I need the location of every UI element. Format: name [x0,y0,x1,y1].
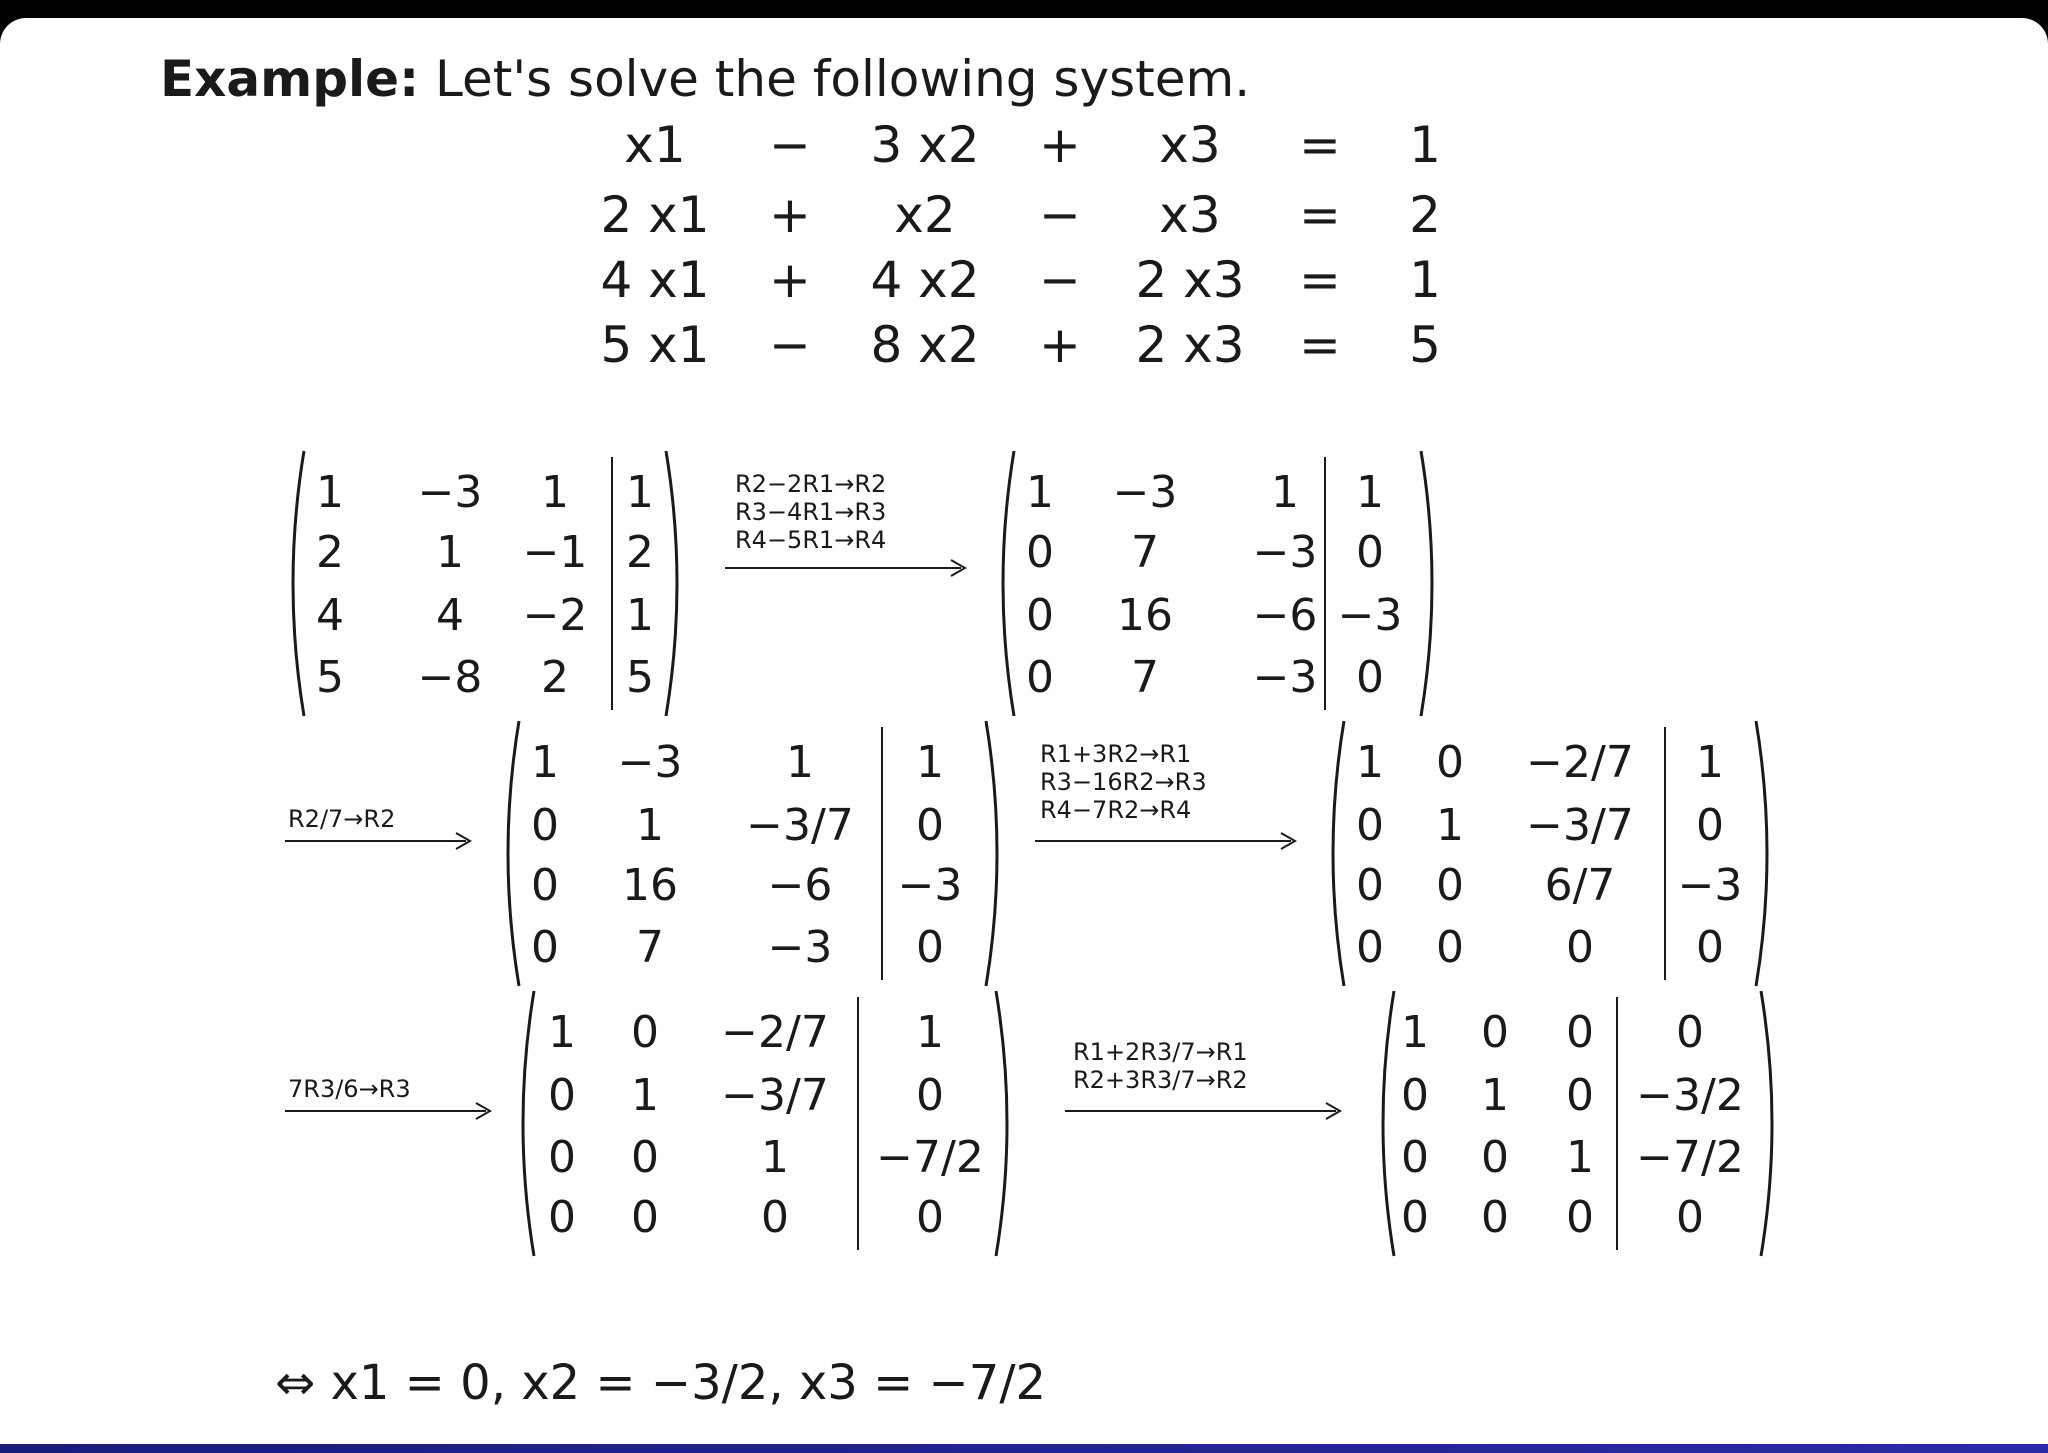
system-cell: = [1299,251,1341,309]
matrix-cell: 1 [761,1132,789,1183]
matrix-cell: 0 [1356,527,1384,578]
matrix-left-bracket [1383,991,1394,1256]
system-cell: 1 [1409,116,1441,174]
matrix-cell: −3 [897,860,963,911]
system-cell: 5 [1409,316,1441,374]
matrix-cell: 1 [1271,467,1299,518]
matrix-cell: 0 [1401,1132,1429,1183]
matrix-cell: 1 [1566,1132,1594,1183]
matrix-left-bracket [508,721,519,986]
matrix-cell: −2 [522,590,588,641]
matrix-cell: 0 [1481,1007,1509,1058]
matrix-cell: 5 [626,652,654,703]
system-cell: = [1299,186,1341,244]
system-cell: x2 [894,186,956,244]
matrix-cell: 0 [1566,1007,1594,1058]
matrix-cell: −2/7 [721,1007,829,1058]
matrix-cell: 0 [548,1192,576,1243]
matrix-cell: 0 [1356,800,1384,851]
matrix-cell: 0 [1401,1192,1429,1243]
matrix-cell: 1 [1356,467,1384,518]
matrix-cell: 0 [1481,1192,1509,1243]
matrix-cell: −3 [617,737,683,788]
matrix-cell: 4 [436,590,464,641]
row-op-label: R2/7→R2 [288,805,396,833]
heading-bold: Example: [160,50,420,108]
system-cell: 3 x2 [870,116,980,174]
matrix-cell: 1 [636,800,664,851]
system-cell: 2 x1 [600,186,710,244]
system-cell: x3 [1159,186,1221,244]
matrix-cell: 0 [1436,860,1464,911]
matrix-cell: 5 [316,652,344,703]
slide-bottom-bar [0,1444,2048,1453]
matrix-cell: 1 [631,1070,659,1121]
heading-text: Let's solve the following system. [435,50,1251,108]
matrix-cell: 0 [631,1192,659,1243]
matrix-cell: 0 [1436,922,1464,973]
matrix-cell: 1 [531,737,559,788]
matrix-cell: 0 [631,1132,659,1183]
matrix-cell: −3 [417,467,483,518]
system-cell: + [769,251,811,309]
matrix-cell: 0 [1356,860,1384,911]
matrix-cell: 16 [622,860,678,911]
matrix-cell: 1 [1481,1070,1509,1121]
matrix-cell: 0 [531,922,559,973]
matrix-brackets-layer [0,18,2048,1453]
matrix-cell: −3 [1252,652,1318,703]
matrix-cell: 0 [1566,1192,1594,1243]
matrix-cell: −3 [767,922,833,973]
matrix-cell: 0 [1696,800,1724,851]
matrix-cell: 2 [316,527,344,578]
system-cell: x3 [1159,116,1221,174]
matrix-right-bracket [666,451,677,716]
matrix-cell: 0 [916,800,944,851]
matrix-cell: 1 [786,737,814,788]
matrix-cell: 7 [1131,527,1159,578]
matrix-cell: 0 [631,1007,659,1058]
matrix-cell: 0 [1676,1192,1704,1243]
matrix-right-bracket [1421,451,1432,716]
system-cell: 1 [1409,251,1441,309]
matrix-cell: −7/2 [1636,1132,1744,1183]
row-op-label: R2+3R3/7→R2 [1073,1066,1248,1094]
matrix-cell: 0 [548,1132,576,1183]
matrix-cell: 1 [541,467,569,518]
system-cell: + [1039,316,1081,374]
row-op-label: 7R3/6→R3 [288,1075,411,1103]
row-op-label: R1+2R3/7→R1 [1073,1038,1248,1066]
system-cell: − [769,316,811,374]
matrix-cell: 0 [916,1070,944,1121]
matrix-cell: 0 [1566,1070,1594,1121]
matrix-cell: −3 [1252,527,1318,578]
matrix-right-bracket [986,721,997,986]
system-cell: − [769,116,811,174]
matrix-left-bracket [1333,721,1344,986]
system-cell: + [769,186,811,244]
matrix-cell: 4 [316,590,344,641]
system-cell: 2 x3 [1135,251,1245,309]
matrix-cell: 2 [541,652,569,703]
row-op-label: R4−5R1→R4 [735,526,887,554]
matrix-cell: 1 [316,467,344,518]
matrix-cell: −3 [1112,467,1178,518]
row-op-label: R2−2R1→R2 [735,470,887,498]
matrix-cell: 1 [916,1007,944,1058]
slide [0,18,2048,1453]
matrix-cell: 0 [1481,1132,1509,1183]
matrix-cell: 0 [1401,1070,1429,1121]
matrix-cell: 0 [1436,737,1464,788]
matrix-cell: 0 [531,800,559,851]
row-op-label: R1+3R2→R1 [1040,740,1192,768]
matrix-cell: 1 [626,467,654,518]
system-cell: x1 [624,116,686,174]
matrix-cell: −8 [417,652,483,703]
matrix-cell: 0 [1026,652,1054,703]
matrix-cell: −6 [767,860,833,911]
matrix-cell: −3/2 [1636,1070,1744,1121]
system-cell: 4 x1 [600,251,710,309]
matrix-cell: 0 [1026,527,1054,578]
system-cell: − [1039,251,1081,309]
matrix-cell: −3/7 [746,800,854,851]
row-op-label: R4−7R2→R4 [1040,796,1192,824]
matrix-cell: 0 [1026,590,1054,641]
matrix-cell: 2 [626,527,654,578]
matrix-cell: 16 [1117,590,1173,641]
matrix-cell: 0 [1566,922,1594,973]
matrix-cell: 1 [1436,800,1464,851]
system-cell: = [1299,116,1341,174]
matrix-cell: 0 [1356,652,1384,703]
matrix-right-bracket [996,991,1007,1256]
matrix-cell: 0 [1356,922,1384,973]
matrix-cell: 0 [761,1192,789,1243]
matrix-right-bracket [1761,991,1772,1256]
matrix-cell: 0 [916,922,944,973]
matrix-cell: −6 [1252,590,1318,641]
row-op-label: R3−4R1→R3 [735,498,887,526]
matrix-cell: 1 [626,590,654,641]
matrix-cell: 7 [1131,652,1159,703]
matrix-left-bracket [1003,451,1014,716]
matrix-cell: −3 [1337,590,1403,641]
matrix-cell: −1 [522,527,588,578]
system-cell: + [1039,116,1081,174]
matrix-cell: 1 [436,527,464,578]
matrix-cell: 7 [636,922,664,973]
system-cell: 5 x1 [600,316,710,374]
matrix-cell: 6/7 [1544,860,1616,911]
matrix-left-bracket [523,991,534,1256]
system-cell: 4 x2 [870,251,980,309]
matrix-cell: 1 [1401,1007,1429,1058]
matrix-cell: −3/7 [1526,800,1634,851]
matrix-cell: −3/7 [721,1070,829,1121]
matrix-cell: 1 [548,1007,576,1058]
matrix-right-bracket [1756,721,1767,986]
solution-line: ⇔ x1 = 0, x2 = −3/2, x3 = −7/2 [275,1355,1047,1411]
matrix-cell: 0 [1676,1007,1704,1058]
matrix-cell: 0 [531,860,559,911]
system-cell: 8 x2 [870,316,980,374]
matrix-cell: 1 [1356,737,1384,788]
matrix-cell: −7/2 [876,1132,984,1183]
system-cell: 2 [1409,186,1441,244]
matrix-cell: −2/7 [1526,737,1634,788]
matrix-cell: 0 [1696,922,1724,973]
system-cell: 2 x3 [1135,316,1245,374]
matrix-left-bracket [293,451,304,716]
system-cell: = [1299,316,1341,374]
matrix-cell: 0 [548,1070,576,1121]
matrix-cell: 1 [916,737,944,788]
matrix-cell: 1 [1696,737,1724,788]
matrix-cell: 1 [1026,467,1054,518]
matrix-cell: −3 [1677,860,1743,911]
system-cell: − [1039,186,1081,244]
row-op-label: R3−16R2→R3 [1040,768,1207,796]
matrix-cell: 0 [916,1192,944,1243]
